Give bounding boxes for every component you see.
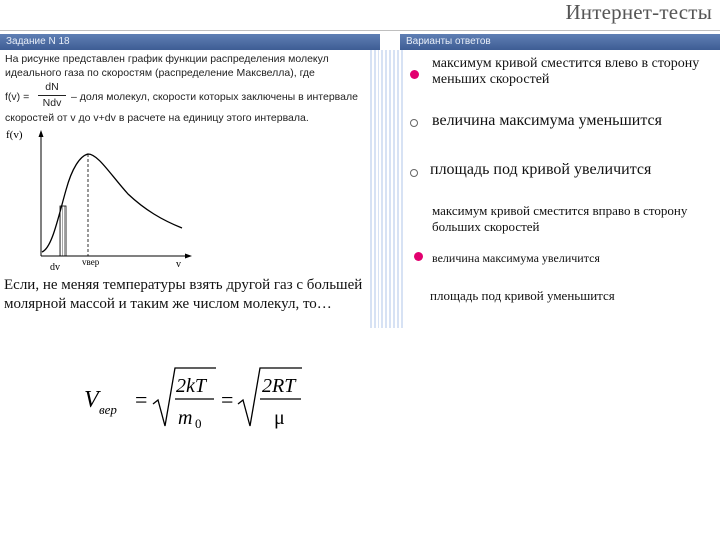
question-text: Если, не меняя температуры взять другой газ с большей молярной массой и таким же числом молекул, то…: [4, 277, 363, 312]
answer-1-label: максимум кривой сместится влево в сторону меньших скоростей: [432, 56, 700, 87]
answers-header-bar: Варианты ответов: [400, 34, 720, 50]
formula-denominator: Ndv: [42, 97, 62, 109]
formula-v-subscript: вер: [99, 402, 117, 417]
formula-description: – доля молекул, скорости которых заключены в интервале: [71, 91, 358, 103]
answer-1-radio[interactable]: [410, 70, 419, 79]
formula-v-symbol: V: [84, 387, 99, 413]
most-probable-speed-formula: [78, 362, 308, 442]
answers-panel-border: [381, 50, 403, 328]
answer-option-1[interactable]: [406, 54, 720, 94]
answer-3-label: площадь под кривой увеличится: [430, 161, 652, 178]
fraction-line: [38, 95, 66, 96]
velocity-range-text: скоростей от v до v+dv в расчете на единицу этого интервала.: [5, 112, 309, 124]
answer-5-radio[interactable]: [414, 252, 423, 261]
graph-vmax-label: vвер: [82, 257, 100, 267]
graph-x-label: v: [176, 259, 181, 270]
frac1-denominator: m: [178, 407, 193, 429]
frac1-denominator-sub: 0: [195, 416, 202, 431]
y-axis-arrow: [39, 130, 44, 137]
answer-option-5[interactable]: [406, 248, 720, 268]
dv-strip: [60, 206, 66, 256]
graph-y-label: f(v): [6, 129, 23, 141]
task-intro: На рисунке представлен график функции распределения молекул идеального газа по скоростям (распределение Максвелла), где: [5, 53, 329, 79]
x-axis-arrow: [185, 254, 192, 259]
answer-3-radio[interactable]: [410, 169, 418, 177]
answer-option-4[interactable]: [406, 201, 720, 237]
answer-list: [406, 54, 720, 329]
graph-dv-label: dv: [50, 262, 60, 273]
formula-numerator: dN: [45, 81, 59, 93]
frac2-denominator: μ: [274, 407, 285, 429]
site-title: Интернет-тесты: [565, 0, 712, 24]
left-panel-border: [370, 50, 379, 328]
answer-4-label: максимум кривой сместится вправо в сторону больших скоростей: [432, 203, 688, 234]
answer-option-3[interactable]: [406, 162, 720, 182]
answer-option-6[interactable]: [406, 286, 720, 306]
title-divider: [0, 30, 720, 31]
answer-option-2[interactable]: [406, 112, 720, 132]
answer-2-label: величина максимума уменьшится: [432, 112, 662, 129]
maxwell-graph: [0, 122, 200, 274]
formula-equals-1: =: [135, 387, 148, 412]
formula-lhs: f(v) =: [5, 91, 30, 103]
frac2-numerator: 2RT: [262, 375, 296, 397]
answer-2-radio[interactable]: [410, 119, 418, 127]
formula-equals-2: =: [221, 387, 234, 412]
answer-5-label: величина максимума увеличится: [432, 251, 600, 265]
frac1-numerator: 2kT: [176, 375, 206, 397]
answer-6-label: площадь под кривой уменьшится: [430, 288, 615, 303]
task-header-bar: Задание N 18: [0, 34, 380, 50]
